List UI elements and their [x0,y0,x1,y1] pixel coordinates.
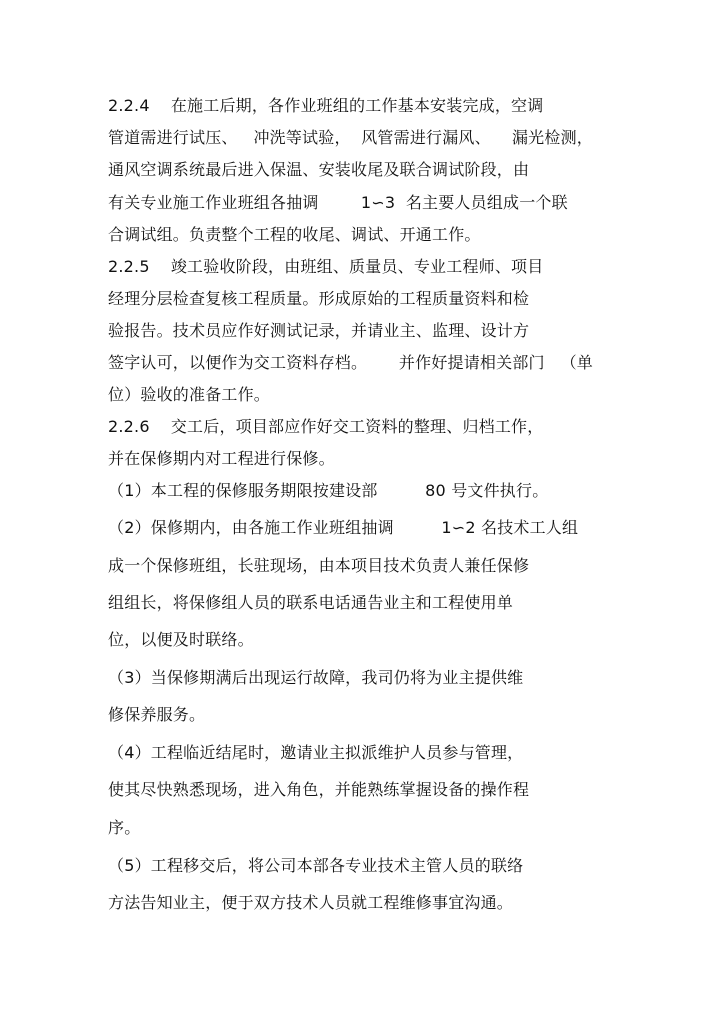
text-line-4: 有关专业施工作业班组各抽调 1∽3 名主要人员组成一个联 [108,193,568,212]
text-line-18: （3）当保修期满后出现运行故障，我司仍将为业主提供维 [108,668,524,687]
text-line-22: 序。 [108,818,141,837]
text-line-3: 通风空调系统最后进入保温、安装收尾及联合调试阶段，由 [108,160,530,179]
text-line-19: 修保养服务。 [108,705,206,724]
text-line-5: 合调试组。负责整个工程的收尾、调试、开通工作。 [108,225,481,244]
text-line-2: 管道需进行试压、 冲洗等试验， 风管需进行漏风、 漏光检测， [108,128,593,147]
text-line-17: 位，以便及时联络。 [108,630,254,649]
text-line-12: 并在保修期内对工程进行保修。 [108,449,335,468]
text-line-23: （5）工程移交后，将公司本部各专业技术主管人员的联络 [108,856,524,875]
text-line-24: 方法告知业主，便于双方技术人员就工程维修事宜沟通。 [108,893,514,912]
text-line-15: 成一个保修班组，长驻现场，由本项目技术负责人兼任保修 [108,556,530,575]
text-line-7: 经理分层检查复核工程质量。形成原始的工程质量资料和检 [108,289,530,308]
text-line-21: 使其尽快熟悉现场，进入角色，并能熟练掌握设备的操作程 [108,780,530,799]
text-line-16: 组组长，将保修组人员的联系电话通告业主和工程使用单 [108,593,514,612]
text-line-6: 2.2.5 竣工验收阶段，由班组、质量员、专业工程师、项目 [108,257,544,276]
text-line-10: 位）验收的准备工作。 [108,385,271,404]
text-line-9: 签字认可，以便作为交工资料存档。 并作好提请相关部门 （单 [108,353,593,372]
text-line-11: 2.2.6 交工后，项目部应作好交工资料的整理、归档工作， [108,417,544,436]
text-line-1: 2.2.4 在施工后期，各作业班组的工作基本安装完成，空调 [108,96,544,115]
text-line-20: （4）工程临近结尾时，邀请业主拟派维护人员参与管理， [108,743,524,762]
text-line-13: （1）本工程的保修服务期限按建设部 80 号文件执行。 [108,481,549,500]
text-line-14: （2）保修期内，由各施工作业班组抽调 1∽2 名技术工人组 [108,518,579,537]
text-line-8: 验报告。技术员应作好测试记录，并请业主、监理、设计方 [108,321,530,340]
